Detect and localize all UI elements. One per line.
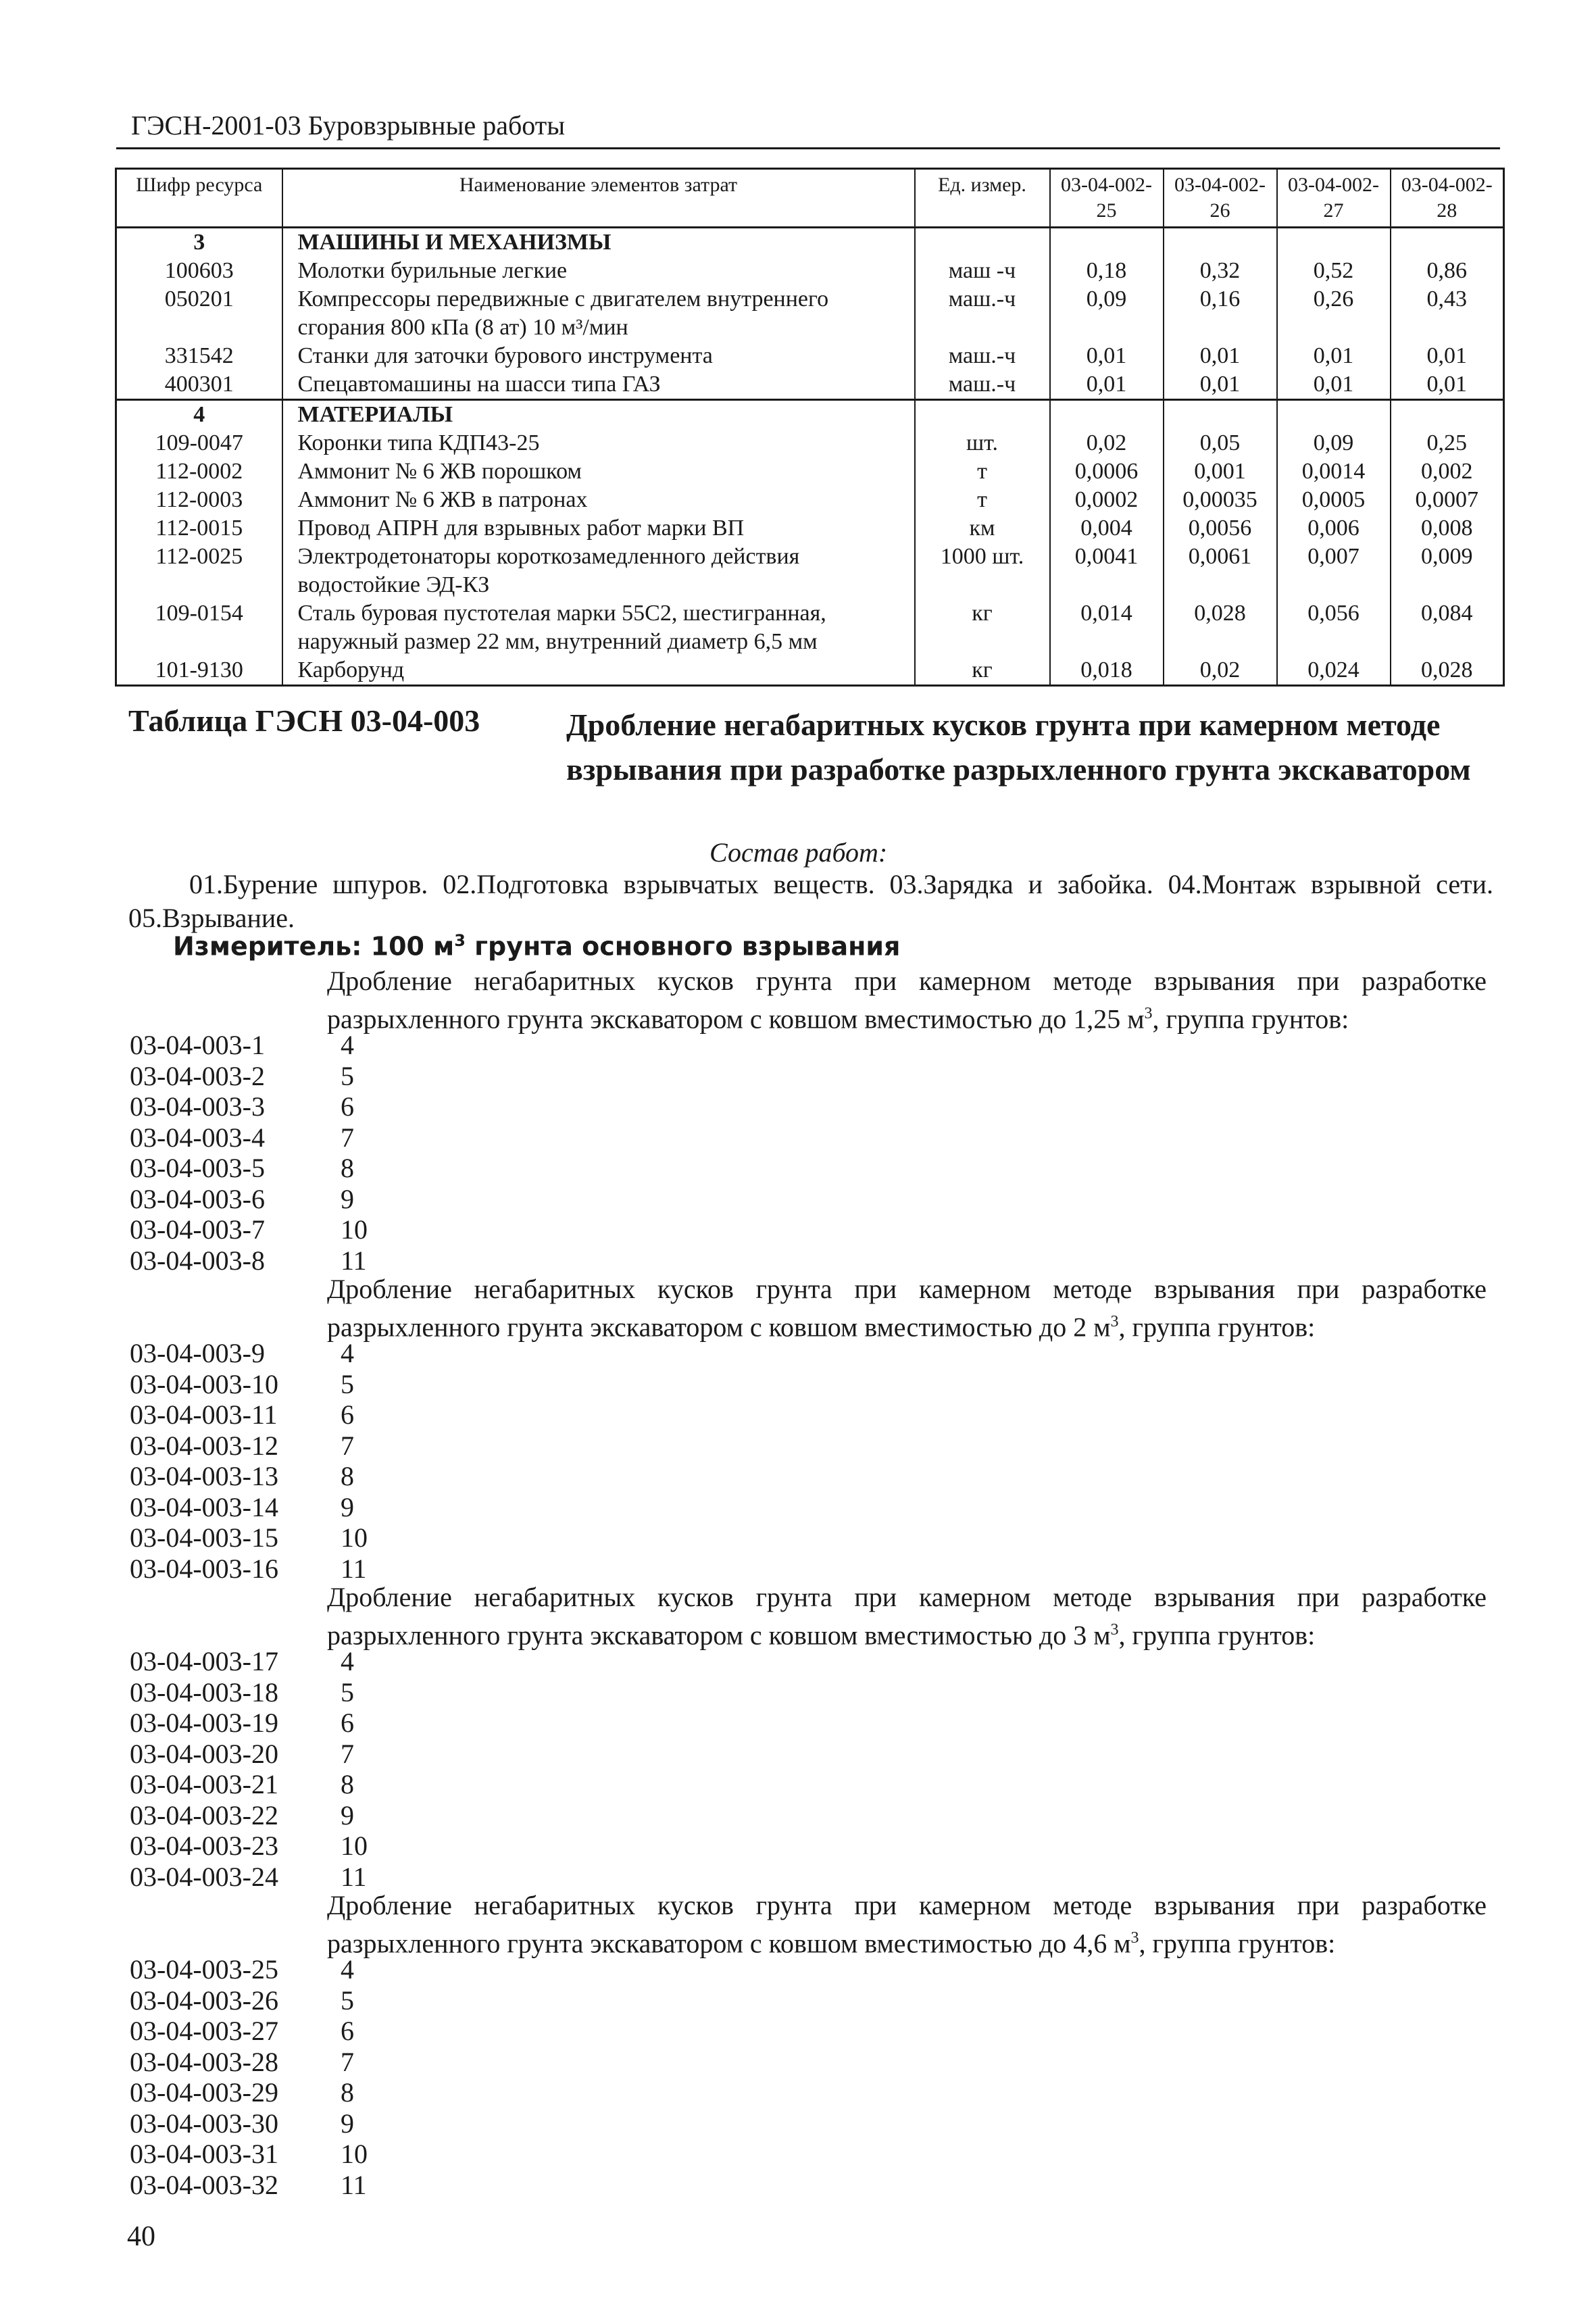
cell-value-3: 0,26 bbox=[1277, 285, 1391, 342]
cell-name: Коронки типа КДП43-25 bbox=[282, 429, 915, 457]
cell-name: Провод АПРН для взрывных работ марки ВП bbox=[282, 514, 915, 543]
meter-prefix: Измеритель: 100 м bbox=[173, 931, 455, 962]
cell-unit: 1000 шт. bbox=[915, 543, 1050, 599]
list-item bbox=[0, 1184, 473, 1215]
group-description bbox=[327, 1581, 1487, 1651]
norm-code: 03-04-003-32 bbox=[130, 2169, 278, 2200]
cell-value-1: 0,01 bbox=[1050, 370, 1164, 400]
soil-group-value: 7 bbox=[341, 1430, 354, 1461]
soil-group-value: 7 bbox=[341, 1122, 354, 1153]
table-caption-label: Таблица ГЭСН 03-04-003 bbox=[128, 703, 480, 738]
list-item bbox=[0, 1553, 473, 1585]
list-item bbox=[0, 1646, 473, 1677]
cell-value-1: 0,0006 bbox=[1050, 457, 1164, 486]
list-item bbox=[0, 2016, 473, 2047]
soil-group-value: 10 bbox=[341, 1214, 368, 1245]
cell-name: Карборунд bbox=[282, 656, 915, 686]
section-empty-cell bbox=[915, 400, 1050, 430]
list-item bbox=[0, 2108, 473, 2139]
cell-name: Сталь буровая пустотелая марки 55С2, шестигранная, наружный размер 22 мм, внутренний диаметр 6,5 мм bbox=[282, 599, 915, 656]
cell-value-2: 0,01 bbox=[1164, 370, 1277, 400]
header-col-2: 03-04-002-26 bbox=[1164, 169, 1277, 228]
header-col-4: 03-04-002-28 bbox=[1391, 169, 1504, 228]
group-description-text: Дробление негабаритных кусков грунта при камерном методе взрывания при разработке разрыхленного грунта экскаватором с ковшом вместимостью до 3 м bbox=[327, 1582, 1487, 1651]
cell-value-1: 0,018 bbox=[1050, 656, 1164, 686]
norm-code: 03-04-003-6 bbox=[130, 1183, 265, 1214]
cell-unit: маш.-ч bbox=[915, 370, 1050, 400]
cell-unit: шт. bbox=[915, 429, 1050, 457]
soil-group-value: 7 bbox=[341, 1738, 354, 1769]
list-item bbox=[0, 1985, 473, 2016]
norm-code: 03-04-003-28 bbox=[130, 2046, 278, 2077]
cell-value-4: 0,01 bbox=[1391, 342, 1504, 370]
cell-name: Станки для заточки бурового инструмента bbox=[282, 342, 915, 370]
section-empty-cell bbox=[1164, 400, 1277, 430]
cell-code: 112-0025 bbox=[116, 543, 282, 599]
group-description bbox=[327, 965, 1487, 1035]
soil-group-value: 7 bbox=[341, 2046, 354, 2077]
cell-name: Компрессоры передвижные с двигателем внутреннего сгорания 800 кПа (8 ат) 10 м³/мин bbox=[282, 285, 915, 342]
cell-value-4: 0,028 bbox=[1391, 656, 1504, 686]
group-description-suffix: , группа грунтов: bbox=[1139, 1928, 1336, 1959]
norm-code: 03-04-003-13 bbox=[130, 1461, 278, 1491]
cubic-superscript: 3 bbox=[1144, 1005, 1153, 1022]
norm-code: 03-04-003-20 bbox=[130, 1738, 278, 1769]
norm-code: 03-04-003-29 bbox=[130, 2077, 278, 2108]
list-item bbox=[0, 1954, 473, 1985]
cell-unit: маш.-ч bbox=[915, 342, 1050, 370]
soil-group-value: 5 bbox=[341, 1985, 354, 2016]
norm-code: 03-04-003-26 bbox=[130, 1985, 278, 2016]
cell-value-4: 0,008 bbox=[1391, 514, 1504, 543]
section-empty-cell bbox=[1050, 400, 1164, 430]
cell-unit: кг bbox=[915, 656, 1050, 686]
section-empty-cell bbox=[1050, 228, 1164, 257]
norm-code: 03-04-003-14 bbox=[130, 1491, 278, 1522]
cell-value-2: 0,05 bbox=[1164, 429, 1277, 457]
list-item bbox=[0, 1739, 473, 1770]
list-item bbox=[0, 2139, 473, 2170]
cell-code: 112-0002 bbox=[116, 457, 282, 486]
list-item bbox=[0, 2170, 473, 2201]
header-col-3: 03-04-002-27 bbox=[1277, 169, 1391, 228]
section-empty-cell bbox=[1277, 228, 1391, 257]
norm-code: 03-04-003-16 bbox=[130, 1553, 278, 1584]
cell-value-3: 0,01 bbox=[1277, 342, 1391, 370]
work-composition-text: 01.Бурение шпуров. 02.Подготовка взрывчатых веществ. 03.Зарядка и забойка. 04.Монтаж взрывной сети. 05.Взрывание. bbox=[128, 869, 1493, 933]
soil-group-value: 6 bbox=[341, 1399, 354, 1430]
list-item bbox=[0, 1831, 473, 1862]
soil-group-value: 9 bbox=[341, 1491, 354, 1522]
list-item bbox=[0, 1153, 473, 1184]
cell-code: 109-0154 bbox=[116, 599, 282, 656]
cell-code: 112-0015 bbox=[116, 514, 282, 543]
cell-name: Аммонит № 6 ЖВ порошком bbox=[282, 457, 915, 486]
cell-code: 112-0003 bbox=[116, 486, 282, 514]
meter-line bbox=[173, 931, 900, 962]
cell-value-2: 0,0061 bbox=[1164, 543, 1277, 599]
table-row bbox=[116, 599, 1504, 656]
list-item bbox=[0, 1492, 473, 1523]
norm-code: 03-04-003-25 bbox=[130, 1954, 278, 1985]
soil-group-value: 6 bbox=[341, 1091, 354, 1122]
cell-code: 400301 bbox=[116, 370, 282, 400]
soil-group-value: 4 bbox=[341, 1646, 354, 1676]
table-row bbox=[116, 370, 1504, 400]
soil-group-value: 11 bbox=[341, 1245, 367, 1276]
cell-unit: т bbox=[915, 457, 1050, 486]
list-item bbox=[0, 1800, 473, 1831]
cell-value-3: 0,024 bbox=[1277, 656, 1391, 686]
group-description-suffix: , группа грунтов: bbox=[1118, 1620, 1316, 1651]
soil-group-value: 9 bbox=[341, 2108, 354, 2139]
group-description-text: Дробление негабаритных кусков грунта при камерном методе взрывания при разработке разрыхленного грунта экскаватором с ковшом вместимостью до 1,25 м bbox=[327, 966, 1487, 1035]
cell-value-3: 0,006 bbox=[1277, 514, 1391, 543]
norm-code: 03-04-003-31 bbox=[130, 2139, 278, 2169]
norm-code: 03-04-003-2 bbox=[130, 1060, 265, 1091]
norm-code: 03-04-003-19 bbox=[130, 1708, 278, 1738]
norm-code: 03-04-003-9 bbox=[130, 1338, 265, 1368]
soil-group-value: 8 bbox=[341, 1153, 354, 1183]
group-description bbox=[327, 1889, 1487, 1960]
norm-code: 03-04-003-4 bbox=[130, 1122, 265, 1153]
table-row bbox=[116, 543, 1504, 599]
meter-suffix: грунта основного взрывания bbox=[465, 931, 901, 962]
cell-value-4: 0,86 bbox=[1391, 257, 1504, 285]
cell-code: 331542 bbox=[116, 342, 282, 370]
list-item bbox=[0, 1061, 473, 1092]
norm-code: 03-04-003-23 bbox=[130, 1831, 278, 1861]
soil-group-value: 6 bbox=[341, 2016, 354, 2046]
section-empty-cell bbox=[1277, 400, 1391, 430]
list-item bbox=[0, 1338, 473, 1369]
cell-value-2: 0,028 bbox=[1164, 599, 1277, 656]
section-empty-cell bbox=[1391, 228, 1504, 257]
norm-code: 03-04-003-15 bbox=[130, 1522, 278, 1553]
section-empty-cell bbox=[1391, 400, 1504, 430]
cell-value-1: 0,02 bbox=[1050, 429, 1164, 457]
cell-value-4: 0,43 bbox=[1391, 285, 1504, 342]
cell-name: Аммонит № 6 ЖВ в патронах bbox=[282, 486, 915, 514]
cell-value-4: 0,25 bbox=[1391, 429, 1504, 457]
list-item bbox=[0, 2047, 473, 2078]
table-row bbox=[116, 429, 1504, 457]
list-item bbox=[0, 1122, 473, 1153]
cell-value-1: 0,0002 bbox=[1050, 486, 1164, 514]
cell-unit: км bbox=[915, 514, 1050, 543]
section-title: МАТЕРИАЛЫ bbox=[282, 400, 915, 430]
list-item bbox=[0, 1399, 473, 1430]
cell-value-1: 0,09 bbox=[1050, 285, 1164, 342]
page-number: 40 bbox=[127, 2221, 155, 2252]
soil-group-value: 9 bbox=[341, 1183, 354, 1214]
group-description-suffix: , группа грунтов: bbox=[1118, 1312, 1316, 1343]
table-row bbox=[116, 486, 1504, 514]
cubic-superscript: 3 bbox=[1110, 1313, 1119, 1330]
cell-unit: т bbox=[915, 486, 1050, 514]
cell-value-1: 0,01 bbox=[1050, 342, 1164, 370]
table-row bbox=[116, 457, 1504, 486]
group-description-text: Дробление негабаритных кусков грунта при камерном методе взрывания при разработке разрыхленного грунта экскаватором с ковшом вместимостью до 2 м bbox=[327, 1274, 1487, 1343]
list-item bbox=[0, 1461, 473, 1492]
cell-value-2: 0,16 bbox=[1164, 285, 1277, 342]
section-row bbox=[116, 400, 1504, 430]
section-empty-cell bbox=[1164, 228, 1277, 257]
soil-group-value: 9 bbox=[341, 1799, 354, 1831]
norm-code: 03-04-003-21 bbox=[130, 1769, 278, 1799]
soil-group-value: 5 bbox=[341, 1060, 354, 1091]
cell-value-3: 0,52 bbox=[1277, 257, 1391, 285]
cell-value-3: 0,056 bbox=[1277, 599, 1391, 656]
norm-code: 03-04-003-12 bbox=[130, 1430, 278, 1461]
norm-code: 03-04-003-22 bbox=[130, 1799, 278, 1831]
list-item bbox=[0, 1708, 473, 1739]
table-header-row bbox=[116, 169, 1504, 228]
cubic-superscript: 3 bbox=[1110, 1621, 1119, 1639]
group-description-suffix: , группа грунтов: bbox=[1152, 1003, 1349, 1035]
list-item bbox=[0, 2077, 473, 2108]
cell-unit: маш.-ч bbox=[915, 285, 1050, 342]
meter-sup: 3 bbox=[454, 931, 466, 950]
soil-group-value: 4 bbox=[341, 1030, 354, 1060]
header-unit: Ед. измер. bbox=[915, 169, 1050, 228]
norm-code: 03-04-003-3 bbox=[130, 1091, 265, 1122]
cell-name: Молотки бурильные легкие bbox=[282, 257, 915, 285]
section-code: 3 bbox=[116, 228, 282, 257]
cell-value-4: 0,084 bbox=[1391, 599, 1504, 656]
norm-code: 03-04-003-11 bbox=[130, 1399, 278, 1430]
list-item bbox=[0, 1030, 473, 1061]
cell-value-4: 0,002 bbox=[1391, 457, 1504, 486]
norm-code: 03-04-003-27 bbox=[130, 2016, 278, 2046]
table-row bbox=[116, 285, 1504, 342]
section-empty-cell bbox=[915, 228, 1050, 257]
work-composition-title: Состав работ: bbox=[709, 837, 888, 868]
cell-value-1: 0,18 bbox=[1050, 257, 1164, 285]
cell-value-1: 0,004 bbox=[1050, 514, 1164, 543]
list-item bbox=[0, 1862, 473, 1893]
soil-group-value: 8 bbox=[341, 2077, 354, 2108]
cell-code: 100603 bbox=[116, 257, 282, 285]
section-code: 4 bbox=[116, 400, 282, 430]
group-description bbox=[327, 1273, 1487, 1343]
soil-group-value: 11 bbox=[341, 1553, 367, 1584]
cell-value-3: 0,0005 bbox=[1277, 486, 1391, 514]
cell-value-2: 0,02 bbox=[1164, 656, 1277, 686]
table-row bbox=[116, 656, 1504, 686]
list-item bbox=[0, 1769, 473, 1800]
norm-code: 03-04-003-24 bbox=[130, 1861, 278, 1892]
soil-group-value: 11 bbox=[341, 1861, 367, 1892]
cell-name: Спецавтомашины на шасси типа ГАЗ bbox=[282, 370, 915, 400]
cell-value-2: 0,00035 bbox=[1164, 486, 1277, 514]
cell-name: Электродетонаторы короткозамедленного действия водостойкие ЭД-КЗ bbox=[282, 543, 915, 599]
cell-value-3: 0,01 bbox=[1277, 370, 1391, 400]
soil-group-value: 11 bbox=[341, 2169, 367, 2200]
cell-value-3: 0,0014 bbox=[1277, 457, 1391, 486]
cell-value-2: 0,0056 bbox=[1164, 514, 1277, 543]
list-item bbox=[0, 1091, 473, 1122]
cell-code: 109-0047 bbox=[116, 429, 282, 457]
norm-code: 03-04-003-30 bbox=[130, 2108, 278, 2139]
section-row bbox=[116, 228, 1504, 257]
table-row bbox=[116, 257, 1504, 285]
section-title: МАШИНЫ И МЕХАНИЗМЫ bbox=[282, 228, 915, 257]
header-code: Шифр ресурса bbox=[116, 169, 282, 228]
cell-code: 101-9130 bbox=[116, 656, 282, 686]
running-header: ГЭСН-2001-03 Буровзрывные работы bbox=[131, 110, 566, 141]
cell-value-4: 0,01 bbox=[1391, 370, 1504, 400]
list-item bbox=[0, 1369, 473, 1400]
cell-value-2: 0,01 bbox=[1164, 342, 1277, 370]
cell-value-4: 0,0007 bbox=[1391, 486, 1504, 514]
cell-value-1: 0,014 bbox=[1050, 599, 1164, 656]
soil-group-value: 5 bbox=[341, 1676, 354, 1708]
cell-value-3: 0,007 bbox=[1277, 543, 1391, 599]
soil-group-value: 4 bbox=[341, 1954, 354, 1985]
soil-group-value: 5 bbox=[341, 1368, 354, 1399]
norm-code: 03-04-003-5 bbox=[130, 1153, 265, 1183]
header-name: Наименование элементов затрат bbox=[282, 169, 915, 228]
cell-unit: кг bbox=[915, 599, 1050, 656]
norm-code: 03-04-003-17 bbox=[130, 1646, 278, 1676]
norm-code: 03-04-003-10 bbox=[130, 1368, 278, 1399]
soil-group-value: 8 bbox=[341, 1461, 354, 1491]
resource-table bbox=[115, 168, 1505, 687]
list-item bbox=[0, 1430, 473, 1462]
soil-group-value: 6 bbox=[341, 1708, 354, 1738]
cell-value-3: 0,09 bbox=[1277, 429, 1391, 457]
table-row bbox=[116, 342, 1504, 370]
list-item bbox=[0, 1522, 473, 1553]
norm-code: 03-04-003-18 bbox=[130, 1676, 278, 1708]
header-rule bbox=[116, 147, 1500, 149]
table-caption-title: Дробление негабаритных кусков грунта при камерном методе взрывания при разработке разрыхленного грунта экскаватором bbox=[566, 707, 1471, 787]
norm-code: 03-04-003-1 bbox=[130, 1030, 265, 1060]
soil-group-value: 8 bbox=[341, 1769, 354, 1799]
list-item bbox=[0, 1245, 473, 1276]
cubic-superscript: 3 bbox=[1130, 1929, 1139, 1947]
list-item bbox=[0, 1214, 473, 1245]
table-row bbox=[116, 514, 1504, 543]
cell-code: 050201 bbox=[116, 285, 282, 342]
soil-group-value: 10 bbox=[341, 1831, 368, 1861]
cell-value-2: 0,001 bbox=[1164, 457, 1277, 486]
cell-value-4: 0,009 bbox=[1391, 543, 1504, 599]
soil-group-value: 10 bbox=[341, 1522, 368, 1553]
group-description-text: Дробление негабаритных кусков грунта при камерном методе взрывания при разработке разрыхленного грунта экскаватором с ковшом вместимостью до 4,6 м bbox=[327, 1890, 1487, 1959]
norm-code: 03-04-003-7 bbox=[130, 1214, 265, 1245]
soil-group-value: 4 bbox=[341, 1338, 354, 1368]
soil-group-value: 10 bbox=[341, 2139, 368, 2169]
header-col-1: 03-04-002-25 bbox=[1050, 169, 1164, 228]
list-item bbox=[0, 1677, 473, 1708]
norm-code: 03-04-003-8 bbox=[130, 1245, 265, 1276]
cell-value-1: 0,0041 bbox=[1050, 543, 1164, 599]
cell-unit: маш -ч bbox=[915, 257, 1050, 285]
cell-value-2: 0,32 bbox=[1164, 257, 1277, 285]
